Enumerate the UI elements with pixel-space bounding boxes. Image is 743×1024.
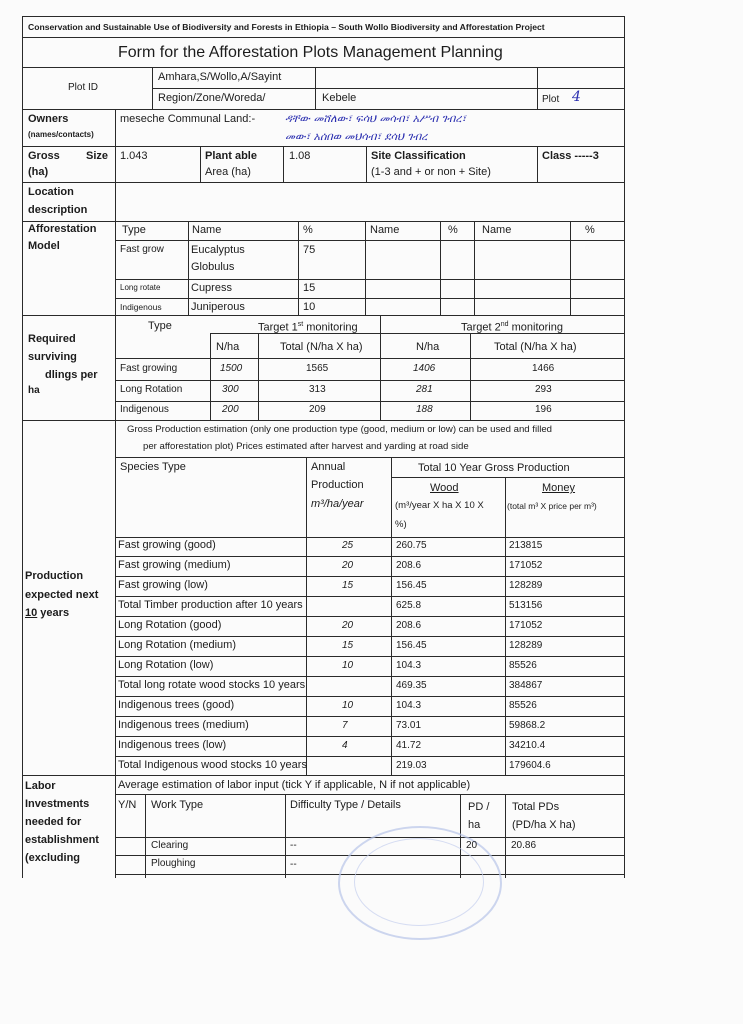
prod-row-money: 213815 bbox=[509, 540, 543, 551]
target-2-heading: Target 2nd monitoring bbox=[461, 321, 563, 334]
surv-row-type: Indigenous bbox=[120, 404, 169, 415]
surv-row-n2: 281 bbox=[416, 384, 433, 395]
gross-size-label: Size bbox=[86, 150, 109, 162]
prod-col-annual: Annual bbox=[311, 461, 346, 473]
aff-col-pct: % bbox=[303, 224, 313, 236]
prod-row-money: 128289 bbox=[509, 580, 543, 591]
aff-col-pct-2: % bbox=[448, 224, 458, 236]
prod-row-money: 34210.4 bbox=[509, 740, 546, 751]
prod-row-wood: 625.8 bbox=[396, 600, 422, 611]
prod-row-wood: 260.75 bbox=[396, 540, 427, 551]
aff-col-name: Name bbox=[192, 224, 222, 236]
surv-col-total: Total (N/ha X ha) bbox=[280, 341, 363, 353]
form-title: Form for the Afforestation Plots Management Planning bbox=[118, 44, 503, 61]
prod-row-money: 171052 bbox=[509, 620, 543, 631]
afforestation-label-2: Model bbox=[28, 240, 60, 252]
production-label-2: expected next bbox=[25, 589, 99, 601]
kebele-label: Kebele bbox=[322, 92, 357, 104]
owners-value: meseche Communal Land:- bbox=[120, 113, 256, 125]
owners-label: Owners bbox=[28, 113, 69, 125]
labor-row-diff: -- bbox=[290, 840, 297, 851]
aff-row-pct: 75 bbox=[303, 244, 316, 256]
surv-row-t2: 1466 bbox=[532, 363, 555, 374]
prod-col-wood: Wood bbox=[430, 482, 459, 494]
labor-row-work: Clearing bbox=[151, 840, 189, 851]
prod-row-money: 59868.2 bbox=[509, 720, 546, 731]
prod-row-annual: 10 bbox=[342, 700, 354, 711]
labor-label-5: (excluding bbox=[25, 852, 81, 864]
prod-row-wood: 469.35 bbox=[396, 680, 427, 691]
aff-col-name-3: Name bbox=[482, 224, 512, 236]
prod-row-annual: 4 bbox=[342, 740, 348, 751]
plot-number: 4 bbox=[572, 89, 581, 105]
prod-row-money: 179604.6 bbox=[509, 760, 551, 771]
aff-row-name-2: Globulus bbox=[191, 261, 235, 273]
prod-row-species: Fast growing (medium) bbox=[118, 559, 231, 571]
labor-col-work: Work Type bbox=[151, 799, 204, 811]
site-class-label: Site Classification bbox=[371, 150, 466, 162]
labor-col-yn: Y/N bbox=[118, 799, 137, 811]
prod-row-species: Total Indigenous wood stocks 10 years bbox=[118, 759, 307, 771]
afforestation-label: Afforestation bbox=[28, 223, 97, 235]
prod-row-wood: 156.45 bbox=[396, 580, 427, 591]
survival-label: Required bbox=[28, 333, 76, 345]
surv-row-t2: 196 bbox=[535, 404, 552, 415]
aff-row-pct: 10 bbox=[303, 301, 316, 313]
prod-row-wood: 219.03 bbox=[396, 760, 427, 771]
prod-row-annual: 20 bbox=[342, 620, 354, 631]
production-label: Production bbox=[25, 570, 84, 582]
prod-col-total: Total 10 Year Gross Production bbox=[418, 462, 570, 474]
class-value: Class -----3 bbox=[542, 150, 599, 162]
prod-row-annual: 10 bbox=[342, 660, 354, 671]
prod-row-wood: 104.3 bbox=[396, 660, 422, 671]
surv-col-nha: N/ha bbox=[216, 341, 240, 353]
prod-row-species: Indigenous trees (medium) bbox=[118, 719, 249, 731]
prod-row-species: Long Rotation (low) bbox=[118, 659, 214, 671]
aff-col-pct-3: % bbox=[585, 224, 595, 236]
prod-row-wood: 208.6 bbox=[396, 620, 422, 631]
labor-row-work: Ploughing bbox=[151, 858, 196, 869]
prod-row-species: Indigenous trees (low) bbox=[118, 739, 227, 751]
prod-row-wood: 156.45 bbox=[396, 640, 427, 651]
prod-col-species: Species Type bbox=[120, 461, 186, 473]
prod-col-money-sub: (total m³ X price per m³) bbox=[507, 501, 597, 511]
target-1-heading: Target 1st monitoring bbox=[258, 321, 358, 334]
labor-col-pd-2: ha bbox=[468, 819, 481, 831]
prod-row-species: Long Rotation (good) bbox=[118, 619, 222, 631]
labor-col-diff: Difficulty Type / Details bbox=[290, 799, 401, 811]
project-name: Conservation and Sustainable Use of Biodiversity and Forests in Ethiopia – South Wollo Biodiversity and Afforestation Project bbox=[28, 22, 545, 32]
surv-row-n1: 300 bbox=[222, 384, 239, 395]
prod-col-wood-sub-2: %) bbox=[395, 519, 407, 530]
aff-row-pct: 15 bbox=[303, 282, 316, 294]
surv-row-n2: 1406 bbox=[413, 363, 436, 374]
gross-label: Gross bbox=[28, 150, 60, 162]
location-label-2: description bbox=[28, 204, 88, 216]
prod-row-wood: 104.3 bbox=[396, 700, 422, 711]
plantable-label: Plant able bbox=[205, 150, 257, 162]
surv-row-n2: 188 bbox=[416, 404, 433, 415]
labor-note: Average estimation of labor input (tick Y if applicable, N if not applicable) bbox=[118, 779, 471, 791]
prod-col-money: Money bbox=[542, 482, 576, 494]
prod-row-wood: 41.72 bbox=[396, 740, 422, 751]
prod-row-money: 128289 bbox=[509, 640, 543, 651]
gross-unit: (ha) bbox=[28, 166, 49, 178]
owners-handwritten-2: መው፣ አሰበወ መህሳብ፣ ደሳህ ገብረ bbox=[285, 130, 428, 143]
surv-row-type: Fast growing bbox=[120, 363, 178, 374]
prod-row-money: 171052 bbox=[509, 560, 543, 571]
survival-label-3: dlings per bbox=[45, 369, 98, 381]
labor-col-pd: PD / bbox=[468, 801, 490, 813]
prod-row-species: Long Rotation (medium) bbox=[118, 639, 237, 651]
prod-col-wood-sub: (m³/year X ha X 10 X bbox=[395, 500, 484, 511]
survival-label-4: ha bbox=[28, 385, 40, 396]
location-label: Location bbox=[28, 186, 74, 198]
survival-label-2: surviving bbox=[28, 351, 77, 363]
aff-row-type: Fast grow bbox=[120, 244, 164, 255]
prod-row-annual: 20 bbox=[342, 560, 354, 571]
surv-col-nha-2: N/ha bbox=[416, 341, 440, 353]
surv-col-type: Type bbox=[148, 320, 172, 332]
plantable-value: 1.08 bbox=[289, 150, 311, 162]
surv-row-n1: 200 bbox=[222, 404, 239, 415]
prod-row-wood: 73.01 bbox=[396, 720, 422, 731]
prod-row-species: Total long rotate wood stocks 10 years bbox=[118, 679, 306, 691]
prod-row-money: 384867 bbox=[509, 680, 543, 691]
labor-col-total: Total PDs bbox=[512, 801, 560, 813]
prod-col-annual-2: Production bbox=[311, 479, 364, 491]
prod-row-species: Fast growing (good) bbox=[118, 539, 216, 551]
surv-row-t1: 209 bbox=[309, 404, 326, 415]
prod-row-species: Indigenous trees (good) bbox=[118, 699, 235, 711]
prod-row-annual: 15 bbox=[342, 580, 354, 591]
plantable-sub: Area (ha) bbox=[205, 166, 251, 178]
aff-col-name-2: Name bbox=[370, 224, 400, 236]
labor-label-3: needed for bbox=[25, 816, 82, 828]
surv-row-n1: 1500 bbox=[220, 363, 243, 374]
owners-sublabel: (names/contacts) bbox=[28, 130, 94, 139]
prod-row-money: 85526 bbox=[509, 660, 537, 671]
prod-row-wood: 208.6 bbox=[396, 560, 422, 571]
region-label: Region/Zone/Woreda/ bbox=[158, 92, 266, 104]
surv-row-type: Long Rotation bbox=[120, 384, 183, 395]
surv-row-t2: 293 bbox=[535, 384, 552, 395]
prod-row-money: 513156 bbox=[509, 600, 543, 611]
prod-row-annual: 7 bbox=[342, 720, 348, 731]
production-note-2: per afforestation plot) Prices estimated after harvest and yarding at road side bbox=[143, 441, 469, 452]
prod-row-species: Fast growing (low) bbox=[118, 579, 208, 591]
production-note: Gross Production estimation (only one production type (good, medium or low) can be used and filled bbox=[127, 424, 553, 435]
aff-row-name: Juniperous bbox=[191, 301, 245, 313]
surv-row-t1: 313 bbox=[309, 384, 326, 395]
labor-row-pd: 20 bbox=[466, 840, 478, 851]
labor-label: Labor bbox=[25, 780, 56, 792]
prod-col-annual-3: m³/ha/year bbox=[311, 498, 364, 510]
labor-label-2: Investments bbox=[25, 798, 90, 810]
labor-row-diff: -- bbox=[290, 859, 297, 870]
prod-row-annual: 15 bbox=[342, 640, 354, 651]
prod-row-money: 85526 bbox=[509, 700, 537, 711]
gross-value: 1.043 bbox=[120, 150, 148, 162]
labor-row-total: 20.86 bbox=[511, 840, 537, 851]
location-value: Amhara,S/Wollo,A/Sayint bbox=[158, 71, 282, 83]
surv-row-t1: 1565 bbox=[306, 363, 329, 374]
plot-id-label: Plot ID bbox=[68, 82, 99, 93]
aff-row-name: Eucalyptus bbox=[191, 244, 245, 256]
aff-row-type: Long rotate bbox=[120, 283, 161, 292]
aff-row-name: Cupress bbox=[191, 282, 232, 294]
official-stamp-inner bbox=[354, 838, 484, 926]
aff-col-type: Type bbox=[122, 224, 146, 236]
site-class-sub: (1-3 and + or non + Site) bbox=[371, 166, 491, 178]
surv-col-total-2: Total (N/ha X ha) bbox=[494, 341, 577, 353]
aff-row-type: Indigenous bbox=[120, 302, 162, 312]
labor-label-4: establishment bbox=[25, 834, 99, 846]
prod-row-annual: 25 bbox=[342, 540, 354, 551]
prod-row-species: Total Timber production after 10 years bbox=[118, 599, 303, 611]
owners-handwritten-1: ዳቸው መሸለው፣ ፍሳህ መሳብ፣ አሥብ ገብረ፣ bbox=[285, 112, 467, 125]
plot-label: Plot bbox=[542, 94, 560, 105]
production-label-3: 10 years bbox=[25, 607, 70, 619]
labor-col-total-2: (PD/ha X ha) bbox=[512, 819, 576, 831]
